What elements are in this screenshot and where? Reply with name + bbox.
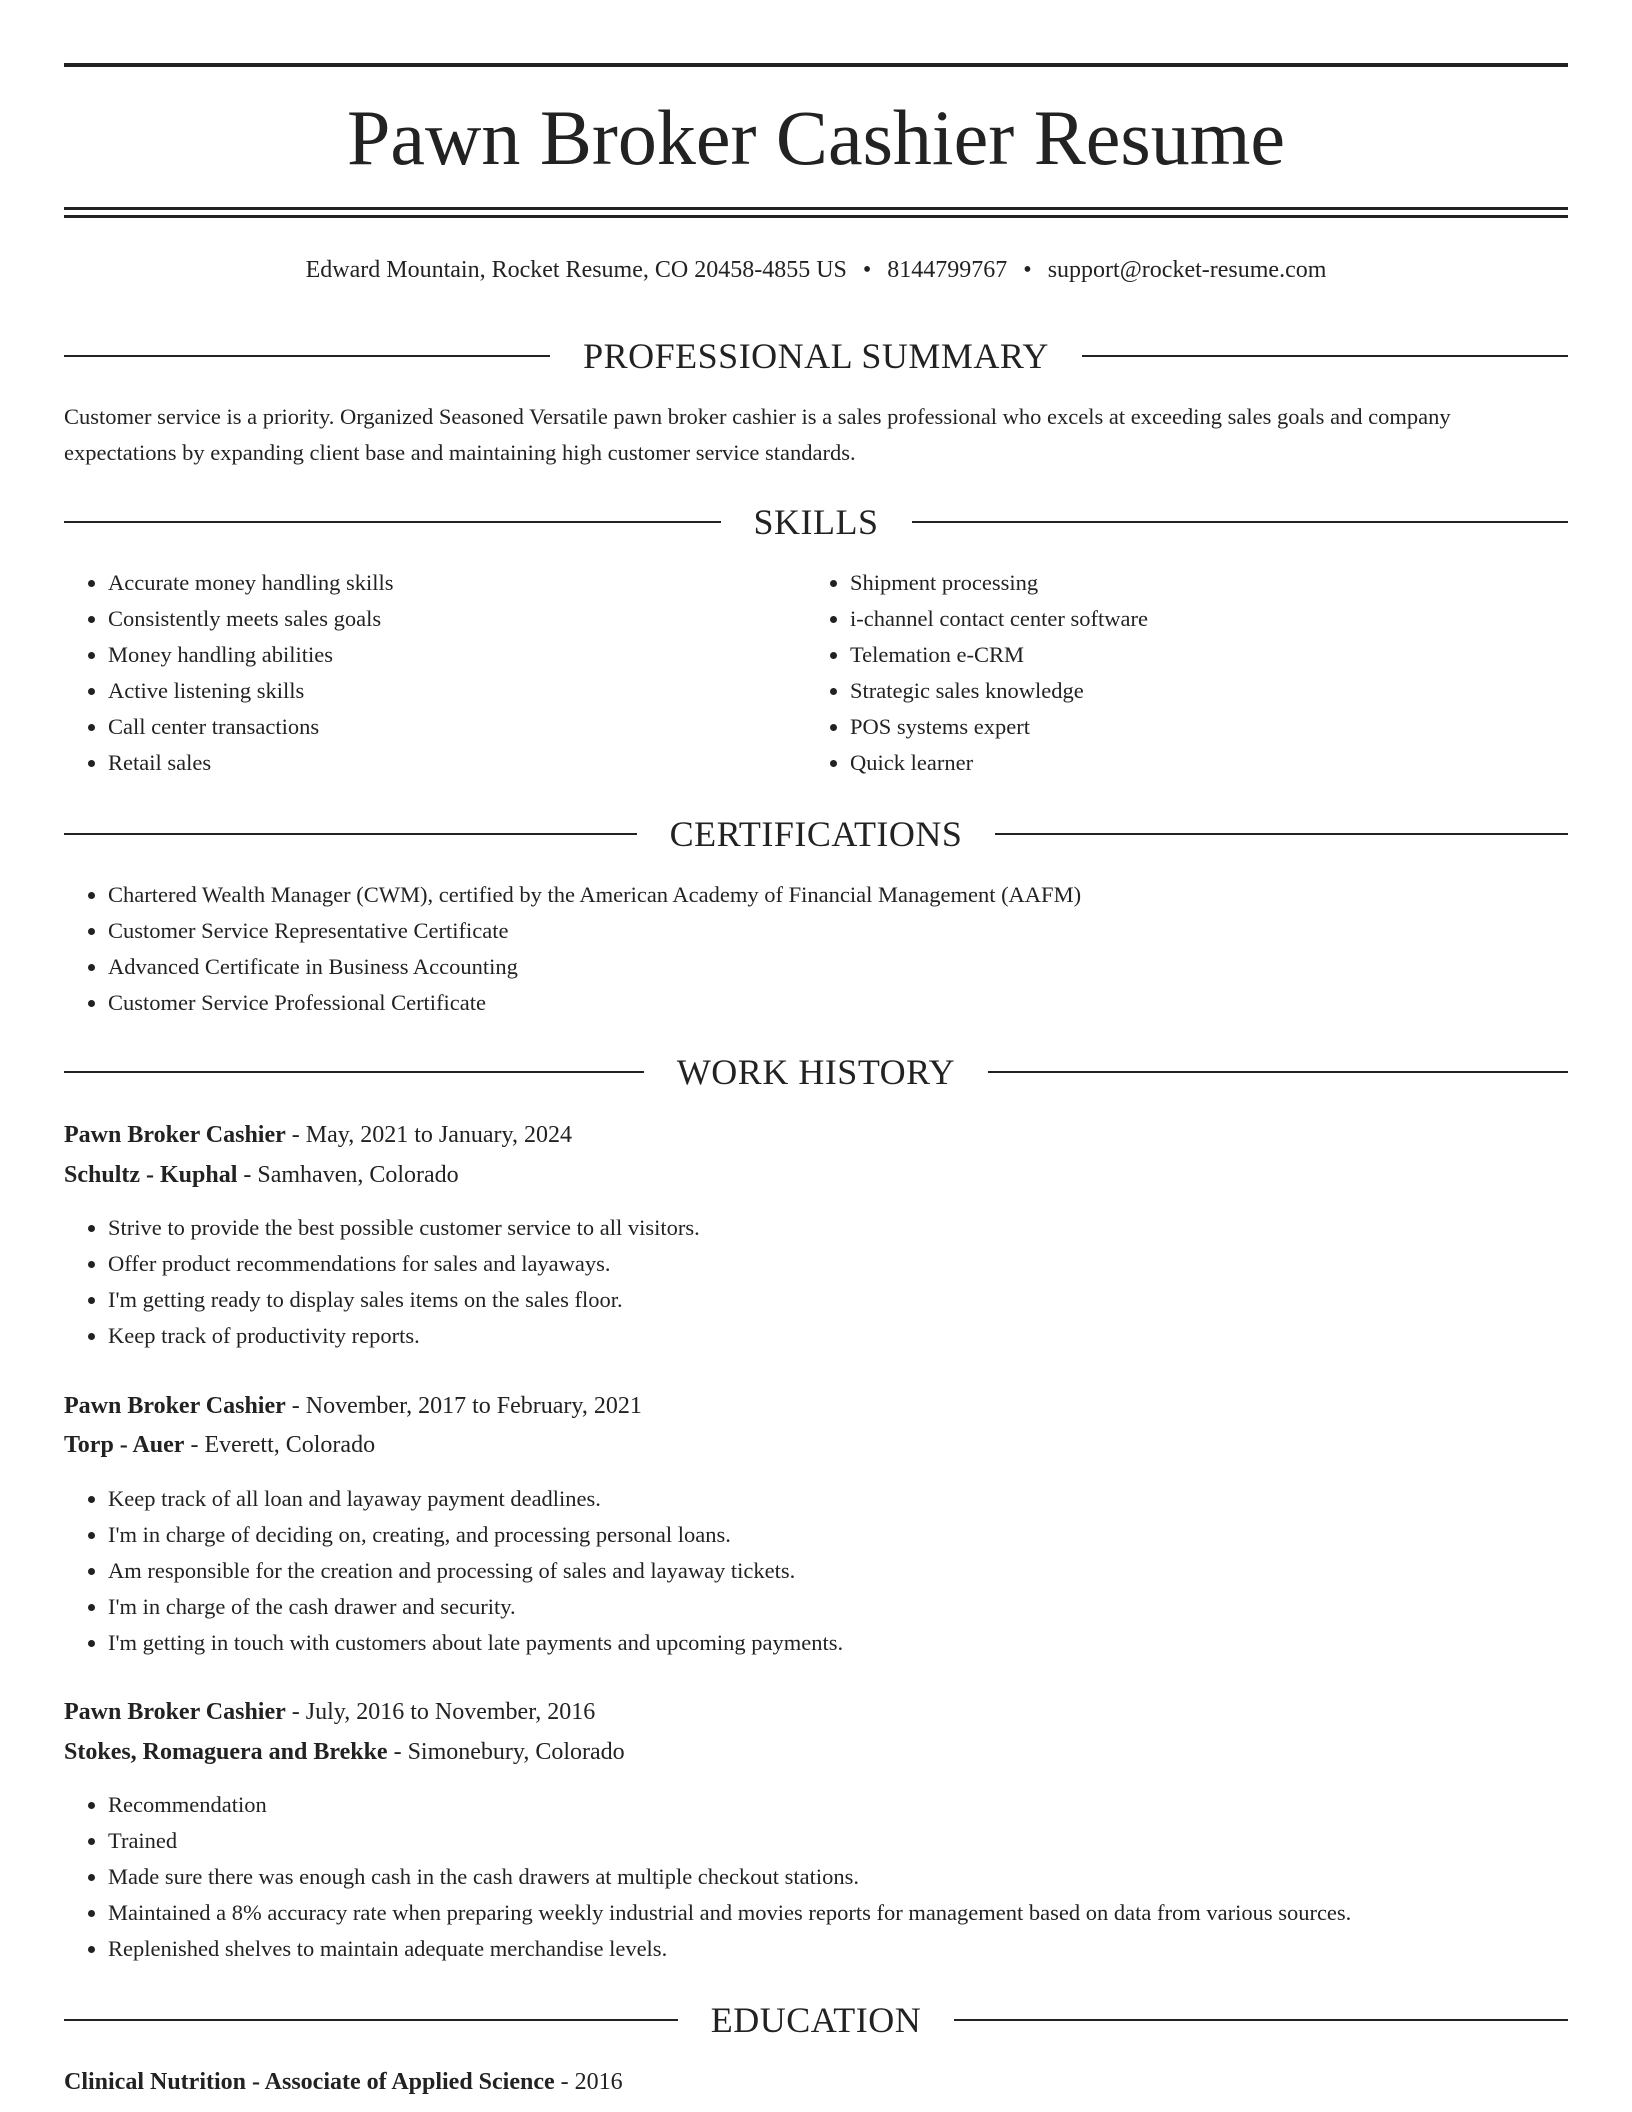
job-company: Schultz - Kuphal [64, 1162, 238, 1188]
job-title-line [64, 1115, 1568, 1155]
education-line [64, 2062, 1568, 2102]
section-divider [988, 1071, 1568, 1073]
skill-item: • Quick learner [850, 745, 1550, 781]
skill-item: • Accurate money handling skills [108, 565, 808, 601]
section-title: PROFESSIONAL SUMMARY [583, 336, 1049, 376]
job-duty-item: • Trained [108, 1823, 1568, 1859]
job-company-line [64, 1732, 1568, 1772]
section-title: EDUCATION [710, 2000, 922, 2040]
section-divider [995, 833, 1568, 835]
summary-text: Customer service is a priority. Organized Seasoned Versatile pawn broker cashier is a sales professional who excels at exceeding sales goals and company expectations by expanding client base and maintaining high customer service standards. [64, 404, 1451, 465]
skill-item: • Strategic sales knowledge [850, 673, 1550, 709]
job-duty-item: • I'm getting ready to display sales items on the sales floor. [108, 1282, 1568, 1318]
skill-item: • Call center transactions [108, 709, 808, 745]
section-divider [954, 2019, 1568, 2021]
job-title: Pawn Broker Cashier [64, 1393, 286, 1419]
job-duty-item: • Keep track of productivity reports. [108, 1318, 1568, 1354]
contact-separator: • [1023, 257, 1032, 283]
job-duty-item: • Keep track of all loan and layaway payment deadlines. [108, 1481, 1568, 1517]
certification-item: • Chartered Wealth Manager (CWM), certified by the American Academy of Financial Management (AAFM) [108, 877, 1568, 913]
contact-line [64, 254, 1568, 286]
certifications-list [64, 877, 1568, 1021]
section-divider [64, 355, 550, 357]
contact-separator: • [862, 257, 872, 283]
section-title: CERTIFICATIONS [669, 814, 963, 854]
job-company-line [64, 1425, 1568, 1465]
skills-list-right [806, 565, 1550, 781]
certification-item: • Customer Service Professional Certificate [108, 985, 1568, 1021]
title-double-rule [64, 207, 1568, 218]
job-duty-item: • I'm in charge of the cash drawer and security. [108, 1589, 1568, 1625]
education-degree: Clinical Nutrition - Associate of Applied Science [64, 2069, 555, 2095]
job-duty-item: • Offer product recommendations for sales and layaways. [108, 1246, 1568, 1282]
job-duties-list [64, 1787, 1568, 1967]
job-duty-item: • I'm in charge of deciding on, creating, and processing personal loans. [108, 1517, 1568, 1553]
job-duty-item: • Strive to provide the best possible customer service to all visitors. [108, 1210, 1568, 1246]
job-duty-item: • Replenished shelves to maintain adequate merchandise levels. [108, 1931, 1568, 1967]
section-divider [64, 1071, 644, 1073]
skill-item: • Telemation e-CRM [850, 637, 1550, 673]
job-company-line [64, 1155, 1568, 1195]
contact-email: support@rocket-resume.com [1047, 257, 1327, 283]
section-header-summary [64, 334, 1568, 378]
section-divider [64, 833, 637, 835]
job-location: - Simonebury, Colorado [387, 1739, 625, 1765]
resume-page [64, 0, 1568, 2112]
section-header-education [64, 1998, 1568, 2042]
contact-phone: 8144799767 [887, 257, 1008, 283]
job-title: Pawn Broker Cashier [64, 1122, 286, 1148]
skill-item: • Shipment processing [850, 565, 1550, 601]
section-divider [912, 521, 1569, 523]
top-rule [64, 63, 1568, 67]
job-duties-list [64, 1481, 1568, 1661]
section-title: WORK HISTORY [676, 1052, 956, 1092]
section-header-certifications [64, 812, 1568, 856]
skill-item: • POS systems expert [850, 709, 1550, 745]
resume-title: Pawn Broker Cashier Resume [347, 94, 1285, 181]
job-location: - Samhaven, Colorado [237, 1162, 459, 1188]
section-header-work-history [64, 1050, 1568, 1094]
contact-address: Edward Mountain, Rocket Resume, CO 20458-4855 US [305, 257, 847, 283]
skill-item: • Active listening skills [108, 673, 808, 709]
section-divider [64, 521, 721, 523]
skill-item: • i-channel contact center software [850, 601, 1550, 637]
job-company: Torp - Auer [64, 1432, 185, 1458]
job-dates: - July, 2016 to November, 2016 [285, 1699, 596, 1725]
job-duty-item: • Made sure there was enough cash in the cash drawers at multiple checkout stations. [108, 1859, 1568, 1895]
job-company: Stokes, Romaguera and Brekke [64, 1739, 388, 1765]
education-year: - 2016 [554, 2069, 623, 2095]
skills-list-left [64, 565, 808, 781]
skill-item: • Retail sales [108, 745, 808, 781]
certification-item: • Advanced Certificate in Business Accounting [108, 949, 1568, 985]
job-duty-item: • I'm getting in touch with customers about late payments and upcoming payments. [108, 1625, 1568, 1661]
job-duties-list [64, 1210, 1568, 1354]
job-duty-item: • Recommendation [108, 1787, 1568, 1823]
section-divider [64, 2019, 678, 2021]
skill-item: • Consistently meets sales goals [108, 601, 808, 637]
section-header-skills [64, 500, 1568, 544]
job-location: - Everett, Colorado [184, 1432, 376, 1458]
job-title: Pawn Broker Cashier [64, 1699, 286, 1725]
section-title: SKILLS [753, 502, 879, 542]
job-dates: - May, 2021 to January, 2024 [285, 1122, 572, 1148]
section-divider [1082, 355, 1568, 357]
job-duty-item: • Maintained a 8% accuracy rate when preparing weekly industrial and movies reports for management based on data from various sources. [108, 1895, 1568, 1931]
job-duty-item: • Am responsible for the creation and processing of sales and layaway tickets. [108, 1553, 1568, 1589]
job-title-line [64, 1692, 1568, 1732]
certification-item: • Customer Service Representative Certificate [108, 913, 1568, 949]
skill-item: • Money handling abilities [108, 637, 808, 673]
job-dates: - November, 2017 to February, 2021 [285, 1393, 642, 1419]
job-title-line [64, 1386, 1568, 1426]
